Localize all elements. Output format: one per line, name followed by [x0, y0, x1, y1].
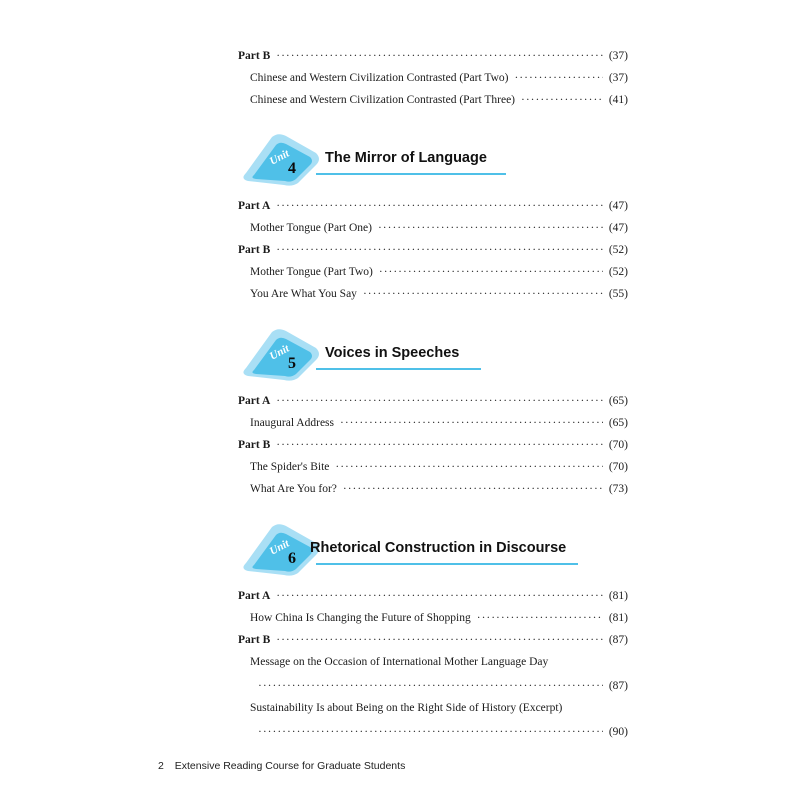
- entry-title: Chinese and Western Civilization Contrasted (Part Two): [250, 72, 509, 84]
- page-number: (87): [608, 634, 628, 646]
- unit-5-header: [238, 328, 528, 382]
- unit-title: Voices in Speeches: [325, 345, 460, 361]
- unit-number: 6: [288, 550, 296, 567]
- part-label: Part A: [238, 590, 271, 602]
- unit-word: Unit: [267, 147, 292, 168]
- toc-entry[interactable]: [250, 288, 628, 300]
- unit-number: 4: [288, 160, 296, 177]
- page-number: (90): [608, 726, 628, 738]
- dot-leader: [276, 634, 603, 646]
- unit-underline: [316, 563, 578, 565]
- entry-title: What Are You for?: [250, 483, 337, 495]
- unit-underline: [316, 173, 506, 175]
- toc-entry-leader[interactable]: [258, 680, 628, 692]
- toc-part-b-line[interactable]: [238, 244, 628, 256]
- entry-title: Message on the Occasion of International Mother Language Day: [250, 656, 549, 668]
- unit-badge-icon: [238, 133, 322, 187]
- dot-leader: [343, 483, 603, 495]
- dot-leader: [335, 461, 602, 473]
- page-number: (70): [608, 461, 628, 473]
- dot-leader: [276, 439, 603, 451]
- dot-leader: [378, 222, 603, 234]
- dot-leader: [514, 72, 602, 84]
- dot-leader: [363, 288, 603, 300]
- toc-part-a-line[interactable]: [238, 590, 628, 602]
- toc-part-b-line[interactable]: [238, 634, 628, 646]
- footer-book-title: Extensive Reading Course for Graduate Students: [174, 760, 406, 772]
- unit-badge-icon: [238, 328, 322, 382]
- page-number: (55): [608, 288, 628, 300]
- toc-entry[interactable]: [250, 483, 628, 495]
- page-number: (52): [608, 244, 628, 256]
- unit-word: Unit: [267, 342, 292, 363]
- page-number: (52): [608, 266, 628, 278]
- unit-4-header: [238, 133, 528, 187]
- page-number: (47): [608, 200, 628, 212]
- part-label: Part A: [238, 200, 271, 212]
- page-number: (47): [608, 222, 628, 234]
- page-number: (65): [608, 417, 628, 429]
- unit-6-header: [238, 523, 588, 577]
- unit-title: Rhetorical Construction in Discourse: [310, 540, 567, 556]
- dot-leader: [258, 680, 603, 692]
- toc-entry[interactable]: [250, 94, 628, 106]
- unit-number: 5: [288, 355, 296, 372]
- entry-title: Inaugural Address: [250, 417, 334, 429]
- dot-leader: [258, 726, 603, 738]
- part-label: Part B: [238, 634, 271, 646]
- dot-leader: [276, 590, 603, 602]
- footer-page-number: 2: [158, 760, 164, 772]
- part-label: Part A: [238, 395, 271, 407]
- entry-title: How China Is Changing the Future of Shopping: [250, 612, 471, 624]
- entry-title: Mother Tongue (Part One): [250, 222, 372, 234]
- toc-entry-title-only[interactable]: [250, 656, 628, 668]
- page-number: (37): [608, 72, 628, 84]
- toc-entry[interactable]: [250, 72, 628, 84]
- toc-entry[interactable]: [250, 266, 628, 278]
- dot-leader: [276, 244, 603, 256]
- unit-word: Unit: [267, 537, 292, 558]
- entry-title: Mother Tongue (Part Two): [250, 266, 373, 278]
- toc-entry-title-only[interactable]: [250, 702, 628, 714]
- dot-leader: [276, 50, 603, 62]
- page-number: (70): [608, 439, 628, 451]
- entry-title: Sustainability Is about Being on the Right Side of History (Excerpt): [250, 702, 563, 714]
- dot-leader: [379, 266, 603, 278]
- entry-title: You Are What You Say: [250, 288, 357, 300]
- page-number: (81): [608, 590, 628, 602]
- toc-entry[interactable]: [250, 222, 628, 234]
- page-number: (37): [608, 50, 628, 62]
- toc-part-b-line[interactable]: [238, 439, 628, 451]
- entry-title: The Spider's Bite: [250, 461, 330, 473]
- page-number: (87): [608, 680, 628, 692]
- page-number: (41): [608, 94, 628, 106]
- dot-leader: [276, 200, 603, 212]
- dot-leader: [477, 612, 603, 624]
- part-label: Part B: [238, 50, 271, 62]
- toc-entry-leader[interactable]: [258, 726, 628, 738]
- dot-leader: [340, 417, 603, 429]
- page-number: (73): [608, 483, 628, 495]
- unit-underline: [316, 368, 481, 370]
- toc-part-a-line[interactable]: [238, 200, 628, 212]
- page-footer: [158, 760, 405, 772]
- entry-title: Chinese and Western Civilization Contrasted (Part Three): [250, 94, 515, 106]
- dot-leader: [521, 94, 603, 106]
- toc-part-b-line[interactable]: [238, 50, 628, 62]
- page-number: (65): [608, 395, 628, 407]
- toc-entry[interactable]: [250, 461, 628, 473]
- toc-part-a-line[interactable]: [238, 395, 628, 407]
- part-label: Part B: [238, 439, 271, 451]
- part-label: Part B: [238, 244, 271, 256]
- dot-leader: [276, 395, 603, 407]
- toc-entry[interactable]: [250, 612, 628, 624]
- toc-entry[interactable]: [250, 417, 628, 429]
- unit-title: The Mirror of Language: [325, 150, 487, 166]
- page-number: (81): [608, 612, 628, 624]
